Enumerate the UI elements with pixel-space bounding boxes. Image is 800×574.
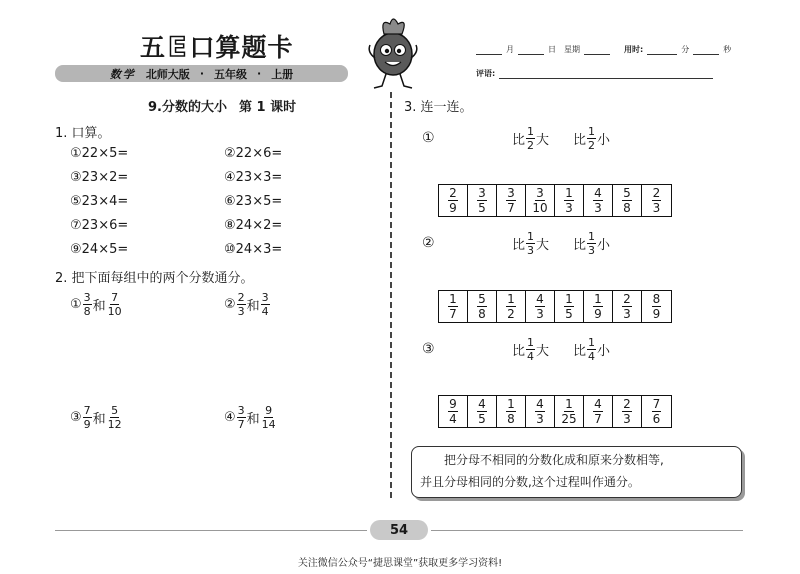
calc-item-10: ⑩24×3= [224, 242, 283, 257]
definition-note [411, 446, 742, 498]
reference-fraction [526, 231, 535, 256]
note-line-2: 并且分母相同的分数,这个过程叫作通分。 [420, 475, 640, 489]
denominator: 8 [478, 307, 486, 321]
fraction [531, 187, 548, 214]
denominator: 25 [561, 412, 577, 426]
reduce-item-3 [70, 405, 124, 430]
fraction [560, 398, 577, 425]
denominator: 3 [536, 307, 544, 321]
fraction-cell[interactable] [497, 185, 526, 216]
reference-fraction [526, 337, 535, 362]
numerator: 1 [565, 186, 573, 200]
fraction [261, 405, 277, 430]
numerator: 2 [237, 291, 245, 304]
reduce-marker: ④ [224, 410, 236, 425]
fraction-cell[interactable] [613, 291, 642, 322]
second-label: 秒 [723, 45, 732, 54]
numerator: 3 [83, 291, 91, 304]
denominator: 7 [237, 418, 245, 431]
denominator: 14 [261, 418, 276, 431]
denominator: 3 [536, 412, 544, 426]
fraction-cell[interactable] [555, 291, 584, 322]
fraction [652, 187, 662, 214]
day-blank [518, 46, 544, 55]
subtitle-sep-1: · [199, 67, 204, 80]
lesson-title [148, 96, 296, 115]
fraction [564, 293, 574, 320]
and-word: 和 [92, 299, 106, 314]
fraction-cell[interactable] [439, 291, 468, 322]
column-divider [390, 92, 392, 498]
numerator: 1 [449, 292, 457, 306]
fraction [652, 398, 662, 425]
fraction-cell[interactable] [642, 291, 671, 322]
numerator: 1 [565, 292, 573, 306]
numerator: 4 [536, 397, 544, 411]
fraction-cell[interactable] [642, 396, 671, 427]
fraction [477, 398, 487, 425]
fraction-row-2 [438, 290, 672, 323]
numerator: 2 [623, 397, 631, 411]
fraction [506, 398, 516, 425]
calc-item-3: ③23×2= [70, 170, 129, 185]
numerator: 7 [652, 397, 661, 411]
calc-item-5: ⑤23×4= [70, 194, 129, 209]
reduce-marker: ① [70, 297, 82, 312]
numerator: 4 [594, 397, 602, 411]
fraction [622, 187, 632, 214]
title-rest: 口算题卡 [189, 33, 294, 62]
smaller-suffix: 小 [597, 344, 611, 359]
numerator: 9 [449, 397, 457, 411]
weekday-label: 星期 [564, 45, 580, 54]
numerator: 2 [652, 186, 661, 200]
numerator: 4 [594, 186, 602, 200]
reference-fraction [587, 337, 596, 362]
denominator: 3 [237, 305, 245, 318]
numerator: 4 [478, 397, 486, 411]
fraction-cell[interactable] [439, 185, 468, 216]
numerator: 1 [527, 336, 535, 349]
denominator: 12 [107, 418, 122, 431]
comment-line [476, 68, 713, 79]
smaller-suffix: 小 [597, 133, 611, 148]
fraction [448, 398, 458, 425]
fraction [593, 187, 603, 214]
smaller-prefix: 比 [573, 344, 587, 359]
denominator: 8 [83, 305, 91, 318]
day-label: 日 [548, 45, 556, 54]
calc-item-7: ⑦23×6= [70, 218, 129, 233]
fraction [237, 405, 246, 430]
section3-heading: 3. 连一连。 [404, 100, 473, 115]
subtitle-bar [55, 65, 348, 82]
fraction [535, 293, 545, 320]
comment-blank [499, 70, 713, 79]
denominator: 4 [527, 350, 535, 363]
calc-item-6: ⑥23×5= [224, 194, 283, 209]
denominator: 4 [261, 305, 269, 318]
reduce-item-2 [224, 292, 271, 317]
denominator: 5 [478, 412, 486, 426]
numerator: 7 [83, 404, 91, 417]
denominator: 3 [565, 201, 573, 215]
fraction [107, 292, 123, 317]
reduce-item-4 [224, 405, 278, 430]
numerator: 1 [527, 125, 535, 138]
minute-label: 分 [681, 45, 690, 54]
reduce-marker: ② [224, 297, 236, 312]
fraction [593, 293, 603, 320]
and-word: 和 [246, 299, 260, 314]
compare-labels-3 [512, 337, 610, 362]
minute-blank [647, 46, 677, 55]
fraction [652, 293, 662, 320]
fraction-cell[interactable] [468, 291, 497, 322]
numerator: 1 [507, 292, 515, 306]
numerator: 2 [449, 186, 457, 200]
grade-label: 五年级 [214, 67, 247, 81]
denominator: 3 [527, 244, 535, 257]
fraction-cell[interactable] [584, 396, 613, 427]
calc-item-2: ②22×6= [224, 146, 283, 161]
date-line [476, 44, 735, 55]
footer-rule-left [55, 530, 367, 531]
mascot-illustration [362, 12, 424, 94]
reduce-marker: ③ [70, 410, 82, 425]
denominator: 9 [449, 201, 457, 215]
bigger-suffix: 大 [536, 344, 550, 359]
denominator: 2 [588, 139, 596, 152]
calc-item-4: ④23×3= [224, 170, 283, 185]
fraction [477, 293, 487, 320]
denominator: 9 [652, 307, 661, 321]
numerator: 1 [565, 397, 573, 411]
numerator: 5 [623, 186, 631, 200]
bigger-prefix: 比 [512, 238, 526, 253]
reference-fraction [526, 126, 535, 151]
denominator: 10 [532, 201, 548, 215]
match-group-marker: ② [422, 235, 435, 251]
calc-item-1: ①22×5= [70, 146, 129, 161]
denominator: 2 [527, 139, 535, 152]
numerator: 4 [536, 292, 544, 306]
match-group-marker: ① [422, 130, 435, 146]
numerator: 3 [478, 186, 486, 200]
denominator: 3 [594, 201, 602, 215]
fraction-cell[interactable] [555, 396, 584, 427]
fraction-cell[interactable] [613, 185, 642, 216]
denominator: 4 [588, 350, 596, 363]
reference-fraction [587, 126, 596, 151]
section1-heading: 1. 口算。 [55, 126, 111, 141]
lesson-name: 9.分数的大小 [148, 100, 227, 115]
denominator: 9 [83, 418, 91, 431]
title-five: 五 [140, 33, 167, 62]
time-used-label: 用时: [624, 45, 644, 54]
fraction [535, 398, 545, 425]
denominator: 6 [652, 412, 661, 426]
numerator: 1 [594, 292, 602, 306]
subject-label: 数学 [109, 67, 136, 81]
fraction-row-3 [438, 395, 672, 428]
fraction-cell[interactable] [642, 185, 671, 216]
fraction-cell[interactable] [526, 185, 555, 216]
fraction-cell[interactable] [526, 291, 555, 322]
fraction-cell[interactable] [613, 396, 642, 427]
numerator: 1 [527, 230, 535, 243]
bigger-suffix: 大 [536, 238, 550, 253]
subtitle-sep-2: · [257, 67, 262, 80]
and-word: 和 [246, 412, 260, 427]
month-label: 月 [506, 45, 514, 54]
numerator: 3 [237, 404, 245, 417]
numerator: 1 [588, 125, 596, 138]
match-group-marker: ③ [422, 341, 435, 357]
fraction [506, 187, 516, 214]
term-label: 上册 [271, 67, 294, 81]
denominator: 3 [623, 412, 631, 426]
fraction-cell[interactable] [497, 291, 526, 322]
fraction [83, 292, 92, 317]
fraction [448, 187, 458, 214]
denominator: 3 [588, 244, 596, 257]
fraction [448, 293, 458, 320]
denominator: 5 [478, 201, 486, 215]
smaller-prefix: 比 [573, 238, 587, 253]
note-line-1: 把分母不相同的分数化成和原来分数相等, [444, 453, 664, 467]
fraction [477, 187, 487, 214]
fraction [237, 292, 246, 317]
fraction [622, 293, 632, 320]
footer-rule-right [431, 530, 743, 531]
bigger-suffix: 大 [536, 133, 550, 148]
calc-item-8: ⑧24×2= [224, 218, 283, 233]
calc-item-9: ⑨24×5= [70, 242, 129, 257]
weekday-blank [584, 46, 610, 55]
numerator: 8 [652, 292, 661, 306]
month-blank [476, 46, 502, 55]
smaller-suffix: 小 [597, 238, 611, 253]
smaller-prefix: 比 [573, 133, 587, 148]
footer-note: 关注微信公众号“捷思课堂”获取更多学习资料! [297, 558, 503, 569]
reference-fraction [587, 231, 596, 256]
denominator: 8 [623, 201, 631, 215]
fraction [107, 405, 123, 430]
fraction-row-1 [438, 184, 672, 217]
bigger-prefix: 比 [512, 133, 526, 148]
numerator: 5 [111, 404, 119, 417]
fraction [564, 187, 574, 214]
second-blank [693, 46, 719, 55]
numerator: 1 [588, 336, 596, 349]
fraction-cell[interactable] [468, 185, 497, 216]
card-title [140, 28, 293, 64]
denominator: 9 [594, 307, 602, 321]
denominator: 5 [565, 307, 573, 321]
edition-label: 北师大版 [145, 67, 190, 81]
denominator: 10 [107, 305, 122, 318]
denominator: 7 [594, 412, 602, 426]
numerator: 1 [588, 230, 596, 243]
numerator: 9 [265, 404, 273, 417]
compare-labels-1 [512, 126, 610, 151]
fraction-cell[interactable] [526, 396, 555, 427]
numerator: 1 [507, 397, 515, 411]
denominator: 4 [449, 412, 457, 426]
numerator: 3 [507, 186, 515, 200]
compare-labels-2 [512, 231, 610, 256]
reduce-item-1 [70, 292, 124, 317]
numerator: 5 [478, 292, 486, 306]
numerator: 3 [261, 291, 269, 304]
and-word: 和 [92, 412, 106, 427]
fraction-cell[interactable] [439, 396, 468, 427]
denominator: 2 [507, 307, 515, 321]
denominator: 3 [652, 201, 661, 215]
denominator: 7 [449, 307, 457, 321]
fraction [593, 398, 603, 425]
title-e-letter: E [168, 32, 188, 63]
numerator: 3 [536, 186, 544, 200]
numerator: 2 [623, 292, 631, 306]
fraction-cell[interactable] [584, 291, 613, 322]
fraction-cell[interactable] [468, 396, 497, 427]
fraction-cell[interactable] [497, 396, 526, 427]
bigger-prefix: 比 [512, 344, 526, 359]
fraction [261, 292, 270, 317]
fraction-cell[interactable] [584, 185, 613, 216]
fraction [83, 405, 92, 430]
fraction [622, 398, 632, 425]
fraction [506, 293, 516, 320]
section2-heading: 2. 把下面每组中的两个分数通分。 [55, 271, 254, 286]
comment-label: 评语: [476, 69, 496, 78]
fraction-cell[interactable] [555, 185, 584, 216]
numerator: 7 [111, 291, 119, 304]
denominator: 3 [623, 307, 631, 321]
page-number: 54 [370, 520, 428, 540]
lesson-period: 第 1 课时 [238, 100, 297, 115]
denominator: 8 [507, 412, 515, 426]
denominator: 7 [507, 201, 515, 215]
